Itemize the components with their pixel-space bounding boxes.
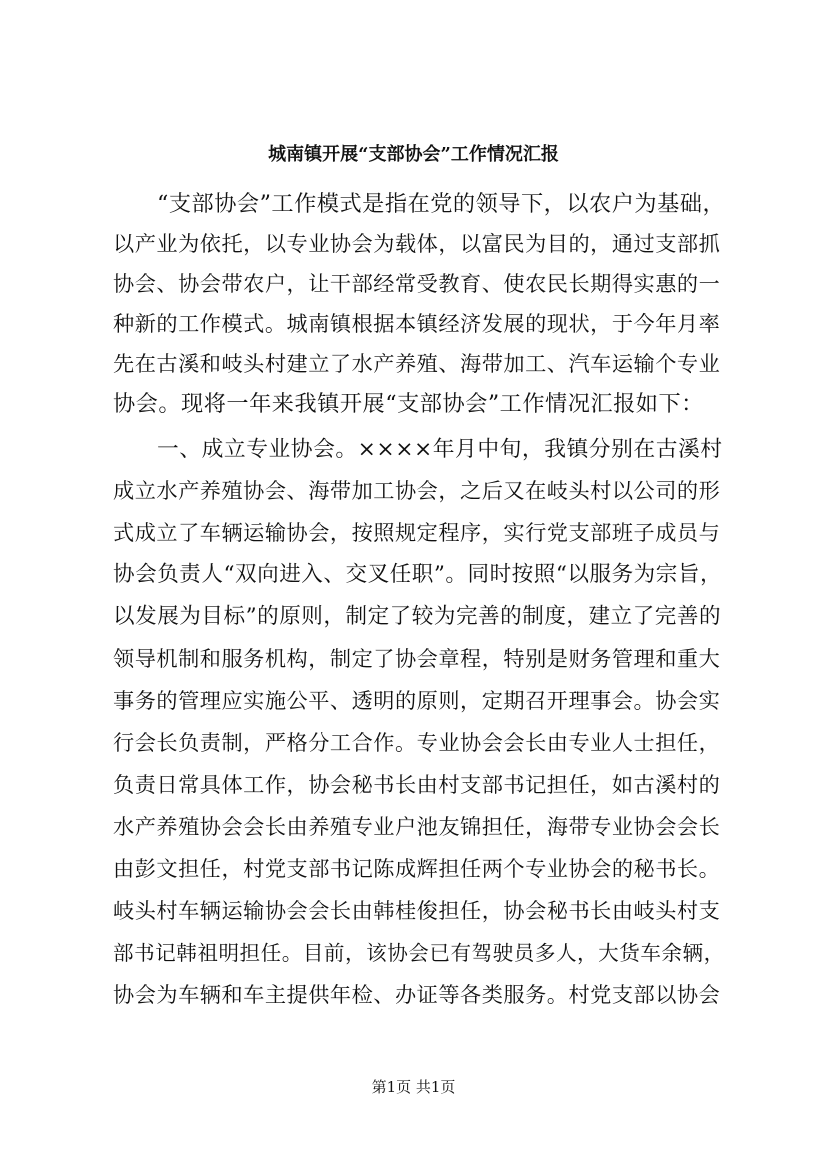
body-line: 事务的管理应实施公平、透明的原则，定期召开理事会。协会实 xyxy=(113,688,721,713)
body-line: 行会长负责制，严格分工合作。专业协会会长由专业人士担任， xyxy=(113,730,721,755)
body-line: 领导机制和服务机构，制定了协会章程，特别是财务管理和重大 xyxy=(113,646,721,671)
document-title: 城南镇开展“支部协会”工作情况汇报 xyxy=(268,144,559,165)
body-line: 成立水产养殖协会、海带加工协会，之后又在岐头村以公司的形 xyxy=(113,478,721,503)
body-line: 式成立了车辆运输协会，按照规定程序，实行党支部班子成员与 xyxy=(113,520,721,545)
body-line: 水产养殖协会会长由养殖专业户池友锦担任，海带专业协会会长 xyxy=(113,814,721,839)
body-line: 协会、协会带农户，让干部经常受教育、使农民长期得实惠的一 xyxy=(113,271,721,296)
body-line: 由彭文担任，村党支部书记陈成辉担任两个专业协会的秘书长。 xyxy=(113,856,721,881)
body-line: “支部协会”工作模式是指在党的领导下，以农户为基础， xyxy=(157,191,726,217)
body-line: 一、成立专业协会。××××年月中旬，我镇分别在古溪村 xyxy=(157,437,723,462)
body-line: 以发展为目标”的原则，制定了较为完善的制度，建立了完善的 xyxy=(113,604,722,629)
body-line: 以产业为依托，以专业协会为载体，以富民为目的，通过支部抓 xyxy=(113,231,721,256)
page-number: 第1页 共1页 xyxy=(371,1078,456,1096)
body-line: 先在古溪和岐头村建立了水产养殖、海带加工、汽车运输个专业 xyxy=(113,351,721,376)
body-line: 部书记韩祖明担任。目前，该协会已有驾驶员多人，大货车余辆， xyxy=(113,941,725,965)
body-line: 岐头村车辆运输协会会长由韩桂俊担任，协会秘书长由岐头村支 xyxy=(113,898,721,923)
body-line: 协会负责人“双向进入、交叉任职”。同时按照“以服务为宗旨， xyxy=(113,562,723,587)
body-line: 负责日常具体工作，协会秘书长由村支部书记担任，如古溪村的 xyxy=(113,772,721,797)
body-line: 协会。现将一年来我镇开展“支部协会”工作情况汇报如下： xyxy=(113,391,704,417)
body-line: 种新的工作模式。城南镇根据本镇经济发展的现状，于今年月率 xyxy=(113,311,721,336)
body-line: 协会为车辆和车主提供年检、办证等各类服务。村党支部以协会 xyxy=(113,982,721,1007)
